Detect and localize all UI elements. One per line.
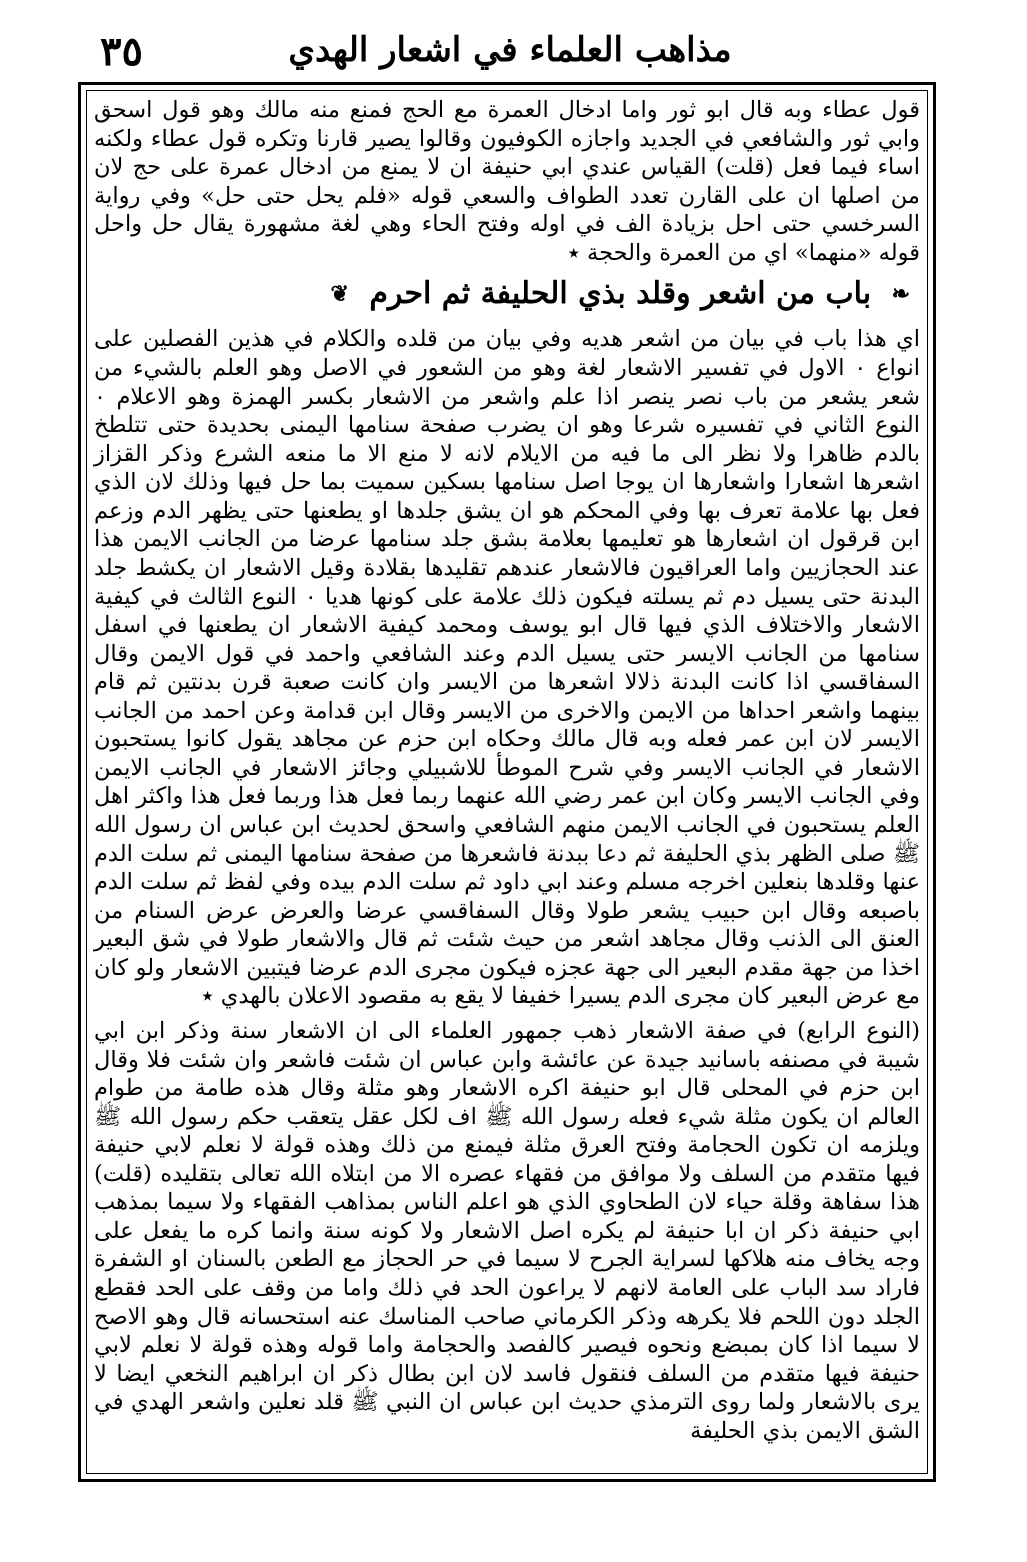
ornament-left-icon: ❦ bbox=[330, 281, 349, 308]
page-number: ٣٥ bbox=[100, 28, 143, 75]
paragraph-intro: قول عطاء وبه قال ابو ثور واما ادخال العمرة مع الحج فمنع منه مالك وهو قول اسحق وابي ثور والشافعي في الجديد واجازه الكوفيون وقالوا يصير قارنا وتكره قول عطاء ولكنه اساء فيما فعل (قلت) القياس عندي ابي حنيفة ان لا يمنع من ادخال عمرة على حج لان من اصلها ان على القارن تعدد الطواف والسعي قوله «فلم يحل حتى حل» وفي رواية السرخسي حتى احل بزيادة الف في اوله وفتح الحاء وهي لغة مشهورة يقال حل واحل قوله «منهما» اي من العمرة والحجة ٭ bbox=[94, 97, 920, 266]
ornament-right-icon: ❧ bbox=[891, 281, 910, 308]
page-body bbox=[94, 96, 920, 1451]
section-heading: باب من اشعر وقلد بذي الحليفة ثم احرم bbox=[369, 276, 872, 312]
running-title: مذاهب العلماء في اشعار الهدي bbox=[288, 30, 732, 70]
paragraph-body-2: (النوع الرابع) في صفة الاشعار ذهب جمهور العلماء الى ان الاشعار سنة وذكر ابن ابي شيبة في مصنفه باسانيد جيدة عن عائشة وابن عباس ان شئت فاشعر وان شئت فلا وقال ابن حزم في المحلى قال ابو حنيفة اكره الاشعار وهو مثلة وقال هذه طامة من طوام العالم ان يكون مثلة شيء فعله رسول الله ﷺ اف لكل عقل يتعقب حكم رسول الله ﷺ ويلزمه ان تكون الحجامة وفتح العرق مثلة فيمنع من ذلك وهذه قولة لا نعلم لابي حنيفة فيها متقدم من السلف ولا موافق من فقهاء عصره الا من ابتلاه الله تعالى بتقليده (قلت) هذا سفاهة وقلة حياء لان الطحاوي الذي هو اعلم الناس بمذاهب الفقهاء ولا سيما بمذهب ابي حنيفة ذكر ان ابا حنيفة لم يكره اصل الاشعار ولا كونه سنة وانما كره ما يفعل على وجه يخاف منه هلاكها لسراية الجرح لا سيما في حر الحجاز مع الطعن بالسنان او الشفرة فاراد سد الباب على العامة لانهم لا يراعون الحد في ذلك واما من وقف على الحد فقطع الجلد دون اللحم فلا يكرهه وذكر الكرماني صاحب المناسك عنه استحسانه قال وهو الاصح لا سيما اذا كان بمبضع ونحوه فيصير كالفصد والحجامة واما قوله وهذه قولة لا نعلم لابي حنيفة فيها متقدم من السلف فنقول فاسد لان ابن بطال ذكر ان ابراهيم النخعي ايضا لا يرى بالاشعار ولما روى الترمذي حديث ابن عباس ان النبي ﷺ قلد نعلين واشعر الهدي في الشق الايمن بذي الحليفة bbox=[94, 1017, 920, 1444]
section-heading-row bbox=[94, 275, 920, 313]
paragraph-body-1: اي هذا باب في بيان من اشعر هديه وفي بيان من قلده والكلام في هذين الفصلين على انواع ٠ الاول في تفسير الاشعار لغة وهو من الشعور في الاصل وهو العلم بالشيء من شعر يشعر من باب نصر ينصر اذا علم واشعر من الاشعار بكسر الهمزة وهو الاعلام ٠ النوع الثاني في تفسيره شرعا وهو ان يضرب صفحة سنامها اليمنى بحديدة حتى تتلطخ بالدم ظاهرا ولا نظر الى ما فيه من الايلام لانه لا منع الا ما منعه الشرع وذكر القزاز اشعرها اشعارا واشعارها ان يوجا اصل سنامها بسكين سميت بما حل فيها وذلك لان الذي فعل بها علامة تعرف بها وفي المحكم هو ان يشق جلدها او يطعنها حتى يظهر الدم وزعم ابن قرقول ان اشعارها هو تعليمها بعلامة بشق جلد سنامها عرضا من الجانب الايمن هذا عند الحجازيين واما العراقيون فالاشعار عندهم تقليدها بقلادة وقيل الاشعار ان يكشط جلد البدنة حتى يسيل دم ثم يسلته فيكون ذلك علامة على كونها هديا ٠ النوع الثالث في كيفية الاشعار والاختلاف الذي فيها قال ابو يوسف ومحمد كيفية الاشعار ان يطعنها في اسفل سنامها من الجانب الايسر حتى يسيل الدم وعند الشافعي واحمد في قول الايمن وقال السفاقسي اذا كانت البدنة ذلالا اشعرها من الايسر وان كانت صعبة قرن بدنتين ثم قام بينهما واشعر احداها من الايمن والاخرى من الايسر وقال ابن قدامة وعن احمد من الجانب الايسر لان ابن عمر فعله وبه قال مالك وحكاه ابن حزم عن مجاهد يقول كانوا يستحبون الاشعار في الجانب الايسر وفي شرح الموطأ للاشبيلي وجائز الاشعار في الجانب الايمن وفي الجانب الايسر وكان ابن عمر رضي الله عنهما ربما فعل هذا وربما فعل هذا واكثر اهل العلم يستحبون في الجانب الايمن منهم الشافعي واسحق لحديث ابن عباس ان رسول الله ﷺ صلى الظهر بذي الحليفة ثم دعا ببدنة فاشعرها من صفحة سنامها اليمنى ثم سلت الدم عنها وقلدها بنعلين اخرجه مسلم وعند ابي داود ثم سلت الدم بيده وفي لفظ ثم سلت الدم باصبعه وقال ابن حبيب يشعر طولا وقال السفاقسي عرضا والعرض عرض السنام من العنق الى الذنب وقال مجاهد اشعر من حيث شئت ثم قال والاشعار طولا في شق البعير اخذا من جهة مقدم البعير الى جهة عجزه فيكون مجرى الدم عرضا فيتبين الاشعار ولو كان مع عرض البعير كان مجرى الدم يسيرا خفيفا لا يقع به مقصود الاعلان بالهدي ٭ bbox=[94, 326, 921, 1010]
page-header bbox=[60, 22, 960, 82]
